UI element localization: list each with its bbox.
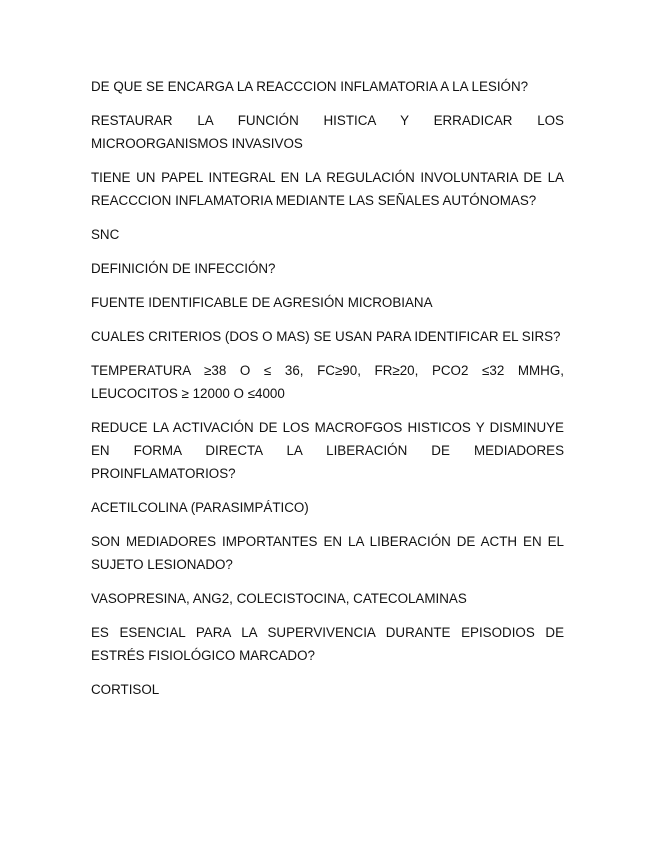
question-paragraph: DEFINICIÓN DE INFECCIÓN? [91,261,276,276]
question-paragraph: DE QUE SE ENCARGA LA REACCCION INFLAMATORIA A LA LESIÓN? [91,79,529,94]
answer-paragraph: FUENTE IDENTIFICABLE DE AGRESIÓN MICROBIANA [91,295,433,310]
question-paragraph: TIENE UN PAPEL INTEGRAL EN LA REGULACIÓN INVOLUNTARIA DE LA REACCCION INFLAMATORIA MEDIANTE LAS SEÑALES AUTÓNOMAS? [91,170,564,208]
answer-paragraph: TEMPERATURA ≥38 O ≤ 36, FC≥90, FR≥20, PCO2 ≤32 MMHG, LEUCOCITOS ≥ 12000 O ≤4000 [91,363,564,401]
document-page [91,75,564,712]
answer-paragraph: RESTAURAR LA FUNCIÓN HISTICA Y ERRADICAR LOS MICROORGANISMOS INVASIVOS [91,113,564,151]
question-paragraph: REDUCE LA ACTIVACIÓN DE LOS MACROFGOS HISTICOS Y DISMINUYE EN FORMA DIRECTA LA LIBERACIÓN DE MEDIADORES PROINFLAMATORIOS? [91,420,564,481]
answer-paragraph: ACETILCOLINA (PARASIMPÁTICO) [91,500,309,515]
question-paragraph: CUALES CRITERIOS (DOS O MAS) SE USAN PARA IDENTIFICAR EL SIRS? [91,329,561,344]
answer-paragraph: VASOPRESINA, ANG2, COLECISTOCINA, CATECOLAMINAS [91,591,467,606]
question-paragraph: ES ESENCIAL PARA LA SUPERVIVENCIA DURANTE EPISODIOS DE ESTRÉS FISIOLÓGICO MARCADO? [91,625,564,663]
answer-paragraph: SNC [91,227,120,242]
question-paragraph: SON MEDIADORES IMPORTANTES EN LA LIBERACIÓN DE ACTH EN EL SUJETO LESIONADO? [91,534,564,572]
answer-paragraph: CORTISOL [91,682,160,697]
